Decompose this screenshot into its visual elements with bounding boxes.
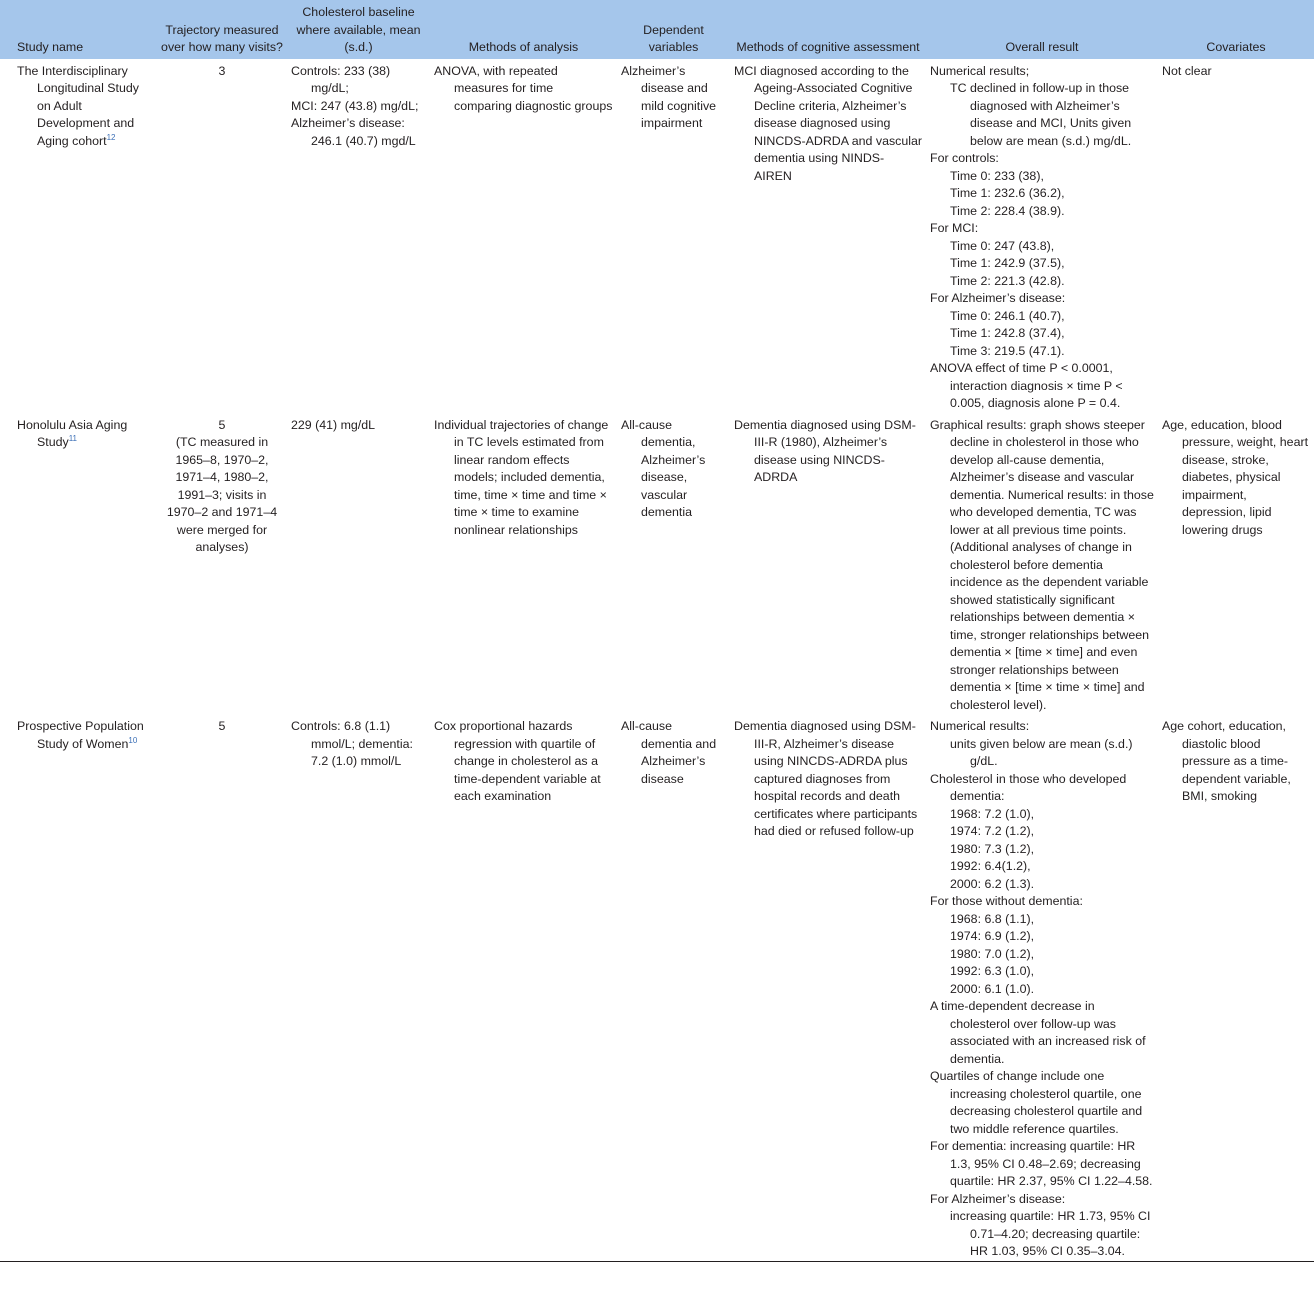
cell-study-name xyxy=(0,714,157,1261)
cell-covariates xyxy=(1158,59,1314,413)
result-line: For Alzheimer’s disease: xyxy=(930,291,1066,305)
cell-analysis xyxy=(430,59,617,413)
study-name-text: The Interdisciplinary Longitudinal Study on Adult Development and Aging cohort xyxy=(17,63,139,148)
header-analysis: Methods of analysis xyxy=(430,0,617,59)
result-line: Time 2: 228.4 (38.9). xyxy=(950,203,1065,218)
study-name xyxy=(17,718,153,753)
baseline-line: 229 (41) mg/dL xyxy=(291,417,376,432)
result-line: units given below are mean (s.d.) g/dL. xyxy=(950,736,1133,768)
cell-covariates xyxy=(1158,413,1314,715)
cell-visits xyxy=(157,714,287,1261)
result-line: Time 2: 221.3 (42.8). xyxy=(950,273,1065,288)
analysis-text: Cox proportional hazards regression with quartile of change in cholesterol as a time-dependent variable at each examination xyxy=(434,719,601,803)
result-line: Time 0: 247 (43.8), xyxy=(950,238,1055,253)
result-line: 2000: 6.1 (1.0). xyxy=(950,981,1035,996)
table-body xyxy=(0,59,1314,1262)
cell-baseline xyxy=(287,59,430,413)
study-name-text: Prospective Population Study of Women xyxy=(17,719,144,751)
header-visits: Trajectory measured over how many visits? xyxy=(157,0,287,59)
reference-link[interactable]: 11 xyxy=(68,434,77,443)
cell-dependent xyxy=(617,714,730,1261)
result-line: Time 3: 219.5 (47.1). xyxy=(950,343,1065,358)
cell-dependent xyxy=(617,413,730,715)
header-baseline: Cholesterol baseline where available, mean (s.d.) xyxy=(287,0,430,59)
assessment-text: Dementia diagnosed using DSM-III-R (1980), Alzheimer’s disease using NINCDS-ADRDA xyxy=(734,417,916,484)
covariates-text: Not clear xyxy=(1162,63,1212,78)
result-line: Time 1: 242.8 (37.4), xyxy=(950,326,1065,340)
result-line: 2000: 6.2 (1.3). xyxy=(950,876,1035,891)
study-name xyxy=(17,417,153,452)
result-line: ANOVA effect of time P < 0.0001, interaction diagnosis × time P < 0.005, diagnosis alone P = 0.4. xyxy=(930,361,1123,410)
study-name xyxy=(17,63,153,151)
header-study-name: Study name xyxy=(0,0,157,59)
table-row xyxy=(0,413,1314,715)
cell-result xyxy=(926,413,1158,715)
cell-analysis xyxy=(430,413,617,715)
result-line: Time 0: 233 (38), xyxy=(950,168,1044,183)
baseline-line: Controls: 6.8 (1.1) mmol/L; dementia: 7.2 (1.0) mmol/L xyxy=(291,719,413,768)
result-line: Time 0: 246.1 (40.7), xyxy=(950,308,1065,323)
cell-baseline xyxy=(287,714,430,1261)
visits-count: 5 xyxy=(218,719,226,733)
result-line: 1992: 6.4(1.2), xyxy=(950,859,1031,873)
table-row xyxy=(0,59,1314,413)
cell-assessment xyxy=(730,714,926,1261)
header-covariates: Covariates xyxy=(1158,0,1314,59)
reference-link[interactable]: 10 xyxy=(128,735,138,745)
assessment-text: MCI diagnosed according to the Ageing-Associated Cognitive Decline criteria, Alzheimer’s disease diagnosed using NINCDS-ADRDA and vascular dementia using NINDS-AIREN xyxy=(734,63,923,183)
result-line: For controls: xyxy=(930,151,999,165)
analysis-text: Individual trajectories of change in TC levels estimated from linear random effects models; included dementia, time, time × time and time × time × time to examine nonlinear relationships xyxy=(434,417,609,537)
header-row xyxy=(0,0,1314,59)
baseline-line: MCI: 247 (43.8) mg/dL; xyxy=(291,98,419,113)
header-assessment: Methods of cognitive assessment xyxy=(730,0,926,59)
result-line: Cholesterol in those who developed dementia: xyxy=(930,771,1127,803)
cell-visits xyxy=(157,413,287,715)
table-row xyxy=(0,714,1314,1261)
result-line: 1992: 6.3 (1.0), xyxy=(950,964,1035,978)
cell-study-name xyxy=(0,59,157,413)
result-line: TC declined in follow-up in those diagnosed with Alzheimer’s disease and MCI, Units given below are mean (s.d.) mg/dL. xyxy=(950,81,1132,148)
visits-count: 3 xyxy=(218,63,226,78)
reference-link[interactable]: 12 xyxy=(106,132,116,142)
header-result: Overall result xyxy=(926,0,1158,59)
cell-assessment xyxy=(730,59,926,413)
result-line: A time-dependent decrease in cholesterol over follow-up was associated with an increased risk of dementia. xyxy=(930,999,1146,1066)
dependent-text: All-cause dementia and Alzheimer’s disease xyxy=(621,719,717,786)
result-line: Numerical results; xyxy=(930,63,1030,78)
header-dependent: Dependent variables xyxy=(617,0,730,59)
result-line: Numerical results: xyxy=(930,719,1030,733)
cell-visits xyxy=(157,59,287,413)
result-line: 1980: 7.3 (1.2), xyxy=(950,841,1035,856)
covariates-text: Age, education, blood pressure, weight, heart disease, stroke, diabetes, physical impairment, depression, lipid lowering drugs xyxy=(1162,417,1309,537)
result-line: 1980: 7.0 (1.2), xyxy=(950,946,1035,961)
visits-count: 5 xyxy=(218,417,226,432)
cell-covariates xyxy=(1158,714,1314,1261)
cell-analysis xyxy=(430,714,617,1261)
result-line: 1974: 6.9 (1.2), xyxy=(950,929,1035,943)
baseline-line: Controls: 233 (38) mg/dL; xyxy=(291,63,391,95)
study-name-text: Honolulu Asia Aging Study xyxy=(17,417,128,449)
cell-study-name xyxy=(0,413,157,715)
result-line: 1968: 6.8 (1.1), xyxy=(950,911,1035,926)
result-line: Quartiles of change include one increasing cholesterol quartile, one decreasing cholesterol quartile and two middle reference quartiles. xyxy=(930,1069,1143,1136)
result-line: 1974: 7.2 (1.2), xyxy=(950,824,1035,838)
cell-assessment xyxy=(730,413,926,715)
assessment-text: Dementia diagnosed using DSM-III-R, Alzheimer’s disease using NINCDS-ADRDA plus captured diagnoses from hospital records and death certificates where participants had died or refused follow-up xyxy=(734,719,918,838)
dependent-text: All-cause dementia, Alzheimer’s disease, vascular dementia xyxy=(621,417,706,519)
result-line: For Alzheimer’s disease: xyxy=(930,1191,1066,1206)
analysis-text: ANOVA, with repeated measures for time comparing diagnostic groups xyxy=(434,63,613,113)
cell-result xyxy=(926,714,1158,1261)
result-line: Time 1: 232.6 (36.2), xyxy=(950,186,1065,200)
result-line: For MCI: xyxy=(930,221,979,235)
result-line: For dementia: increasing quartile: HR 1.3, 95% CI 0.48–2.69; decreasing quartile: HR 2.37, 95% CI 1.22–4.58. xyxy=(930,1139,1153,1188)
cell-baseline xyxy=(287,413,430,715)
cell-result xyxy=(926,59,1158,413)
result-line: 1968: 7.2 (1.0), xyxy=(950,806,1035,821)
visits-note: (TC measured in 1965–8, 1970–2, 1971–4, 1980–2, 1991–3; visits in 1970–2 and 1971–4 were merged for analyses) xyxy=(166,435,278,554)
result-line: Graphical results: graph shows steeper decline in cholesterol in those who develop all-cause dementia, Alzheimer’s disease and vascular dementia. Numerical results: in those who developed dementia, TC was lower at all previous time points. (Additional analyses of change in cholesterol before dementia incidence as the dependent variable showed statistically significant relationships between dementia × time, stronger relationships between dementia × [time × time] and even stronger relationships between dementia × [time × time × time] and cholesterol level). xyxy=(930,417,1154,712)
cell-dependent xyxy=(617,59,730,413)
result-line: For those without dementia: xyxy=(930,894,1083,908)
covariates-text: Age cohort, education, diastolic blood pressure as a time-dependent variable, BMI, smoking xyxy=(1162,719,1291,803)
baseline-line: Alzheimer’s disease: 246.1 (40.7) mgd/L xyxy=(291,116,416,148)
dependent-text: Alzheimer’s disease and mild cognitive impairment xyxy=(621,63,717,130)
result-line: Time 1: 242.9 (37.5), xyxy=(950,256,1065,270)
result-line: increasing quartile: HR 1.73, 95% CI 0.71–4.20; decreasing quartile: HR 1.03, 95% CI 0.35–3.04. xyxy=(950,1209,1151,1258)
